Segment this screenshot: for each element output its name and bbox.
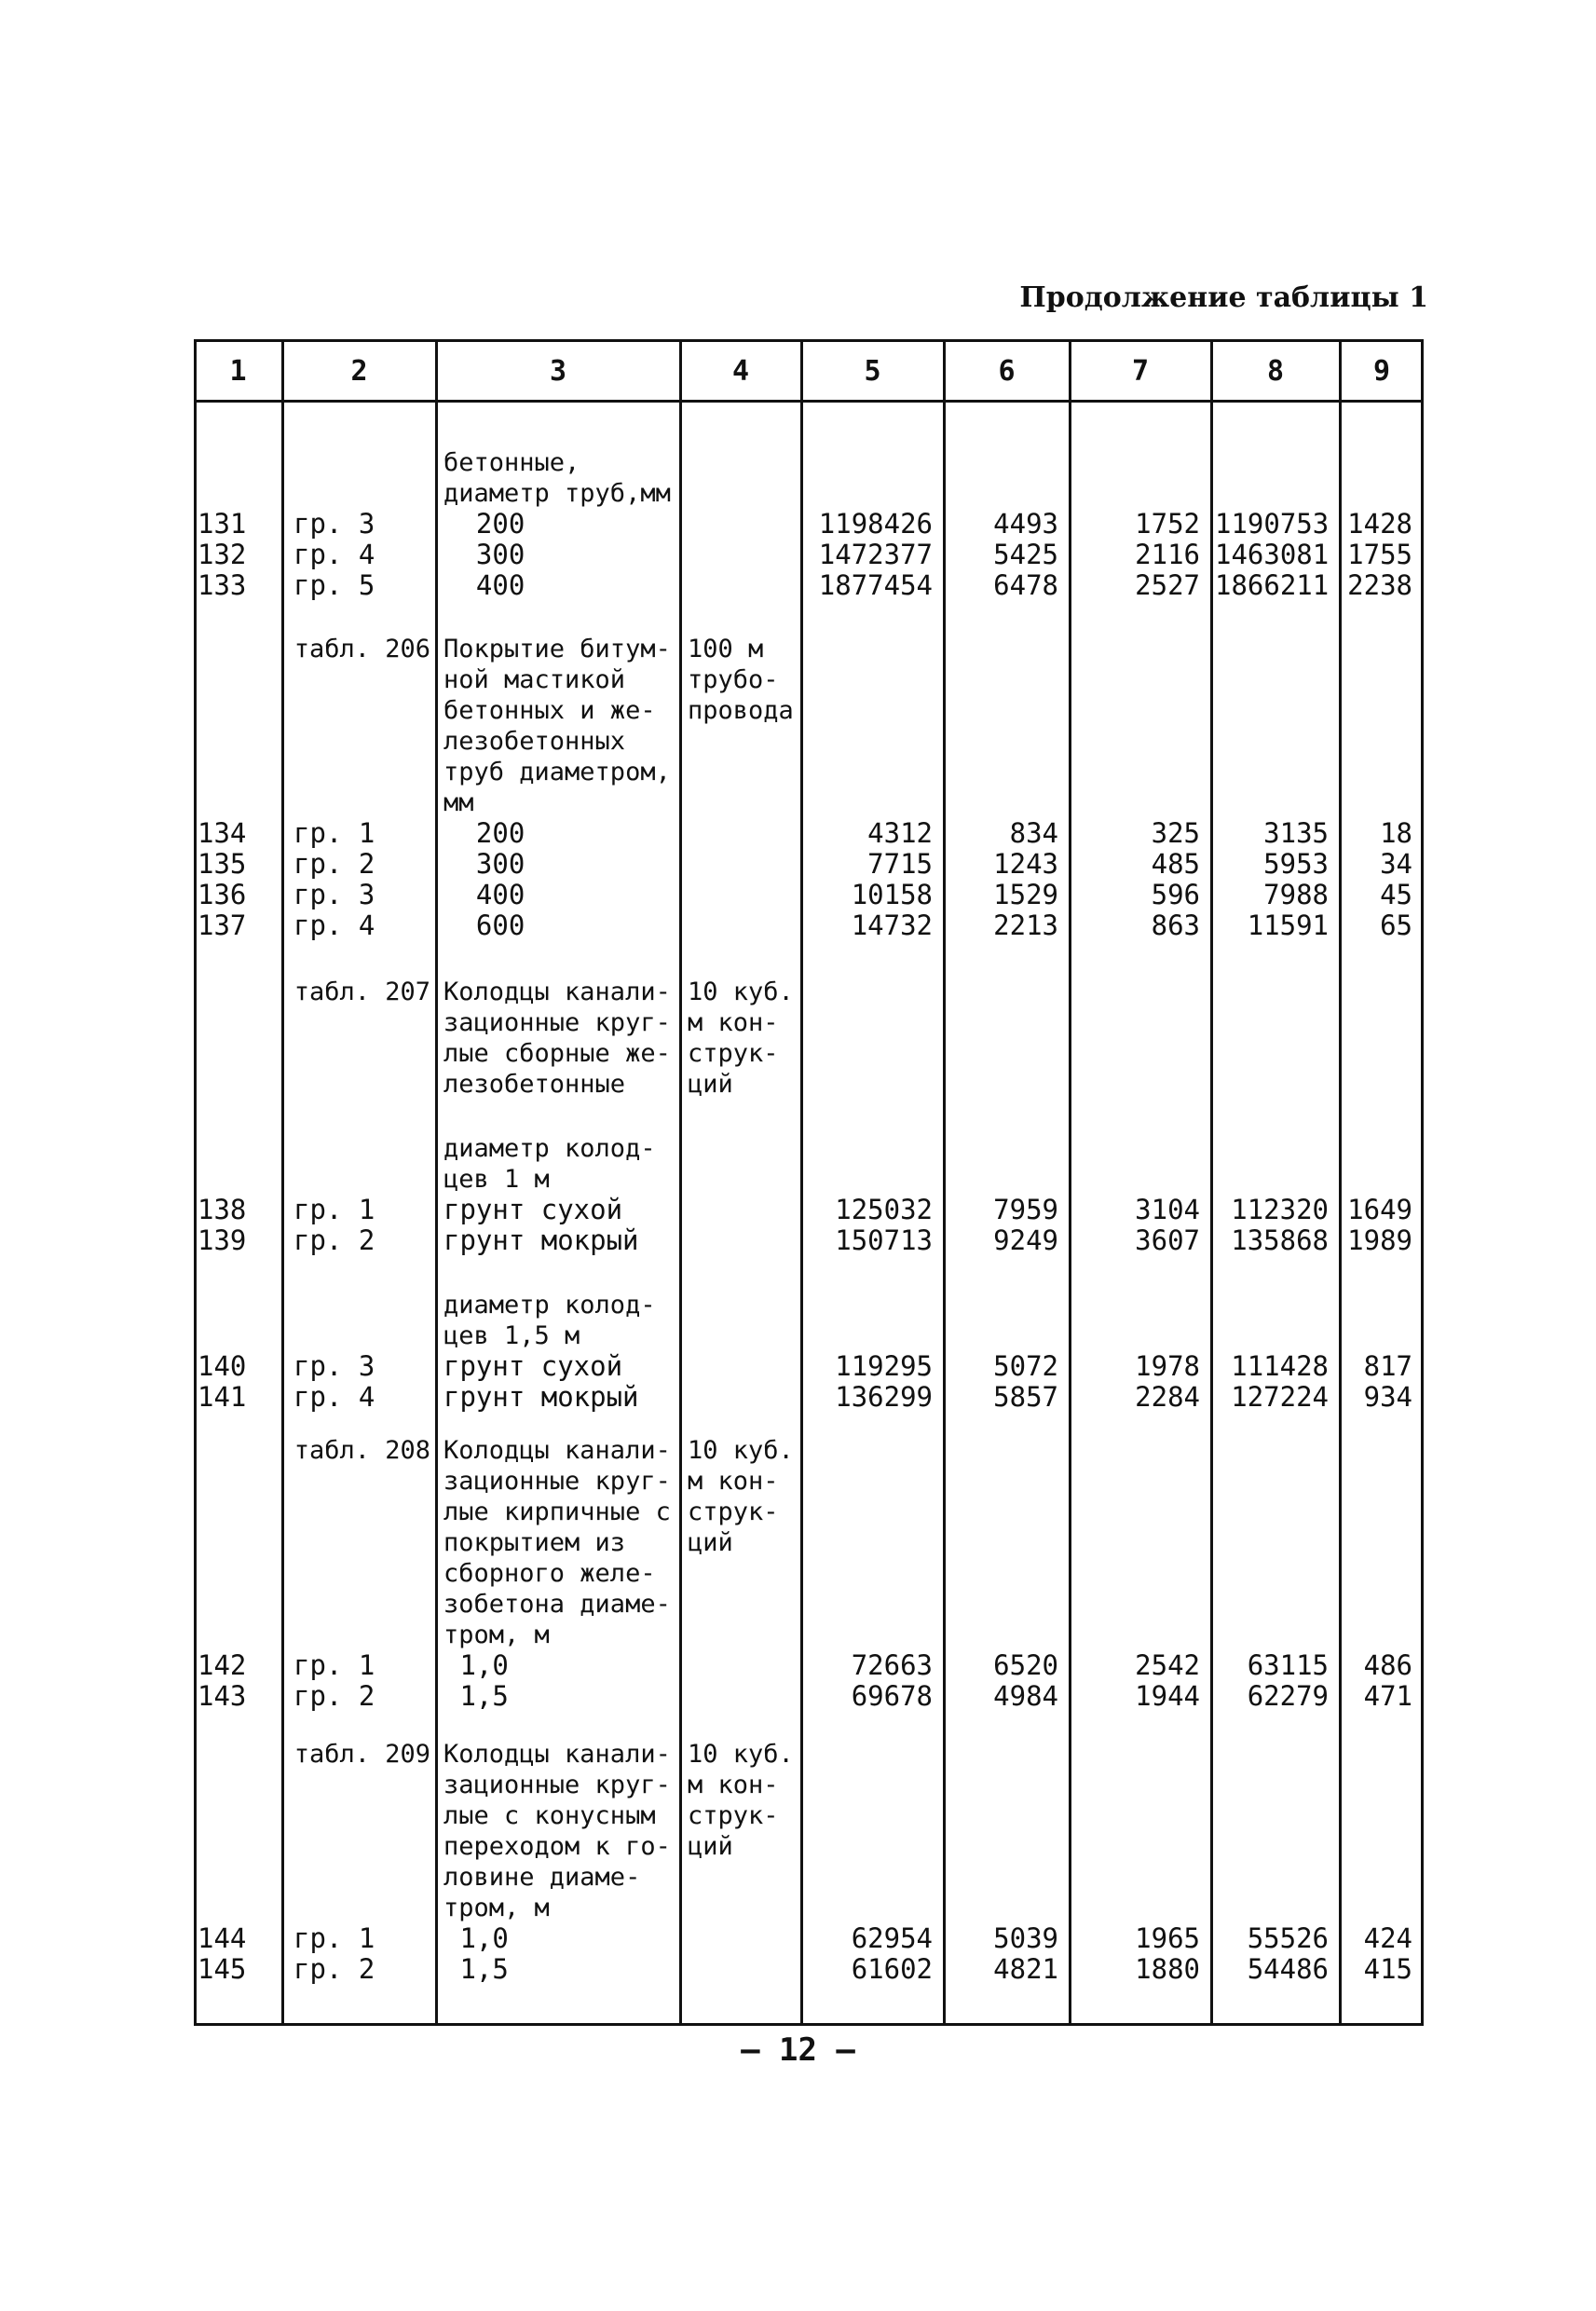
header-cell: 4 [731,354,750,388]
column-divider [1339,339,1342,2026]
unit-line: провода [688,696,794,725]
header-cell: 2 [350,354,368,388]
value-cell-7: 2284 [1135,1381,1200,1413]
description-line: цев 1,5 м [443,1321,580,1350]
row-label: 1,0 [443,1649,509,1681]
row-number: 144 [198,1922,247,1954]
value-cell-6: 5072 [993,1350,1058,1382]
column-divider [281,339,284,2026]
value-cell-8: 3135 [1263,817,1329,849]
value-cell-8: 54486 [1247,1953,1329,1985]
row-label: 600 [443,909,525,941]
value-cell-8: 1463081 [1215,539,1330,570]
column-divider [1210,339,1213,2026]
source-reference: табл. 208 [293,1436,430,1465]
description-line: тром, м [443,1894,550,1922]
value-cell-6: 2213 [993,909,1058,941]
group-label: гр. 3 [293,1350,375,1382]
row-number: 131 [198,508,247,540]
value-cell-6: 834 [1009,817,1058,849]
value-cell-5: 4312 [867,817,933,849]
value-cell-5: 10158 [851,879,933,910]
value-cell-7: 1944 [1135,1680,1200,1712]
value-cell-5: 1877454 [818,569,933,601]
table-caption: Продолжение таблицы 1 [1019,281,1428,314]
value-cell-8: 1866211 [1215,569,1330,601]
row-number: 132 [198,539,247,570]
unit-line: м кон- [688,1771,779,1799]
value-cell-7: 863 [1151,909,1200,941]
value-cell-8: 135868 [1231,1224,1329,1256]
unit-line: м кон- [688,1008,779,1037]
source-reference: табл. 209 [293,1740,430,1769]
group-label: гр. 1 [293,1922,375,1954]
value-cell-7: 1965 [1135,1922,1200,1954]
description-line: переходом к го- [443,1832,671,1861]
row-number: 145 [198,1953,247,1985]
source-reference: табл. 207 [293,978,430,1006]
value-cell-6: 5039 [993,1922,1058,1954]
unit-line: струк- [688,1801,779,1830]
group-label: гр. 1 [293,1649,375,1681]
value-cell-7: 485 [1151,848,1200,880]
group-label: гр. 5 [293,569,375,601]
header-cell: 6 [998,354,1016,388]
value-cell-9: 471 [1363,1680,1412,1712]
description-line: зационные круг- [443,1008,671,1037]
unit-line: ций [688,1528,733,1557]
value-cell-9: 415 [1363,1953,1412,1985]
unit-line: 10 куб. [688,1740,794,1769]
page-number: – 12 – [741,2031,855,2069]
header-cell: 7 [1131,354,1150,388]
description-line: тром, м [443,1620,550,1649]
value-cell-8: 62279 [1247,1680,1329,1712]
row-label: 300 [443,848,525,880]
group-label: гр. 2 [293,1953,375,1985]
value-cell-9: 424 [1363,1922,1412,1954]
value-cell-5: 1198426 [818,508,933,540]
column-divider [435,339,438,2026]
row-label: 1,0 [443,1922,509,1954]
value-cell-7: 2116 [1135,539,1200,570]
value-cell-9: 65 [1380,909,1412,941]
row-number: 133 [198,569,247,601]
value-cell-5: 1472377 [818,539,933,570]
header-cell: 3 [549,354,567,388]
value-cell-6: 6520 [993,1649,1058,1681]
value-cell-5: 62954 [851,1922,933,1954]
value-cell-9: 18 [1380,817,1412,849]
value-cell-6: 5857 [993,1381,1058,1413]
value-cell-7: 1880 [1135,1953,1200,1985]
group-label: гр. 1 [293,1194,375,1225]
row-number: 135 [198,848,247,880]
group-label: гр. 2 [293,1680,375,1712]
value-cell-9: 1649 [1347,1194,1412,1225]
column-divider [800,339,803,2026]
description-line: цев 1 м [443,1165,550,1194]
row-number: 136 [198,879,247,910]
column-divider [943,339,946,2026]
unit-line: струк- [688,1497,779,1526]
value-cell-8: 112320 [1231,1194,1329,1225]
value-cell-6: 4984 [993,1680,1058,1712]
description-line: бетонных и же- [443,696,656,725]
group-label: гр. 4 [293,1381,375,1413]
unit-line: трубо- [688,665,779,694]
group-label: гр. 3 [293,879,375,910]
header-cell: 5 [864,354,881,388]
description-line: лые кирпичные с [443,1497,671,1526]
value-cell-6: 6478 [993,569,1058,601]
row-label: 400 [443,879,525,910]
value-cell-9: 1428 [1347,508,1412,540]
value-cell-8: 1190753 [1215,508,1330,540]
description-line: зобетона диаме- [443,1590,671,1619]
column-divider [1069,339,1071,2026]
row-number: 141 [198,1381,247,1413]
group-label: гр. 3 [293,508,375,540]
value-cell-7: 2542 [1135,1649,1200,1681]
description-line: диаметр труб,мм [443,479,671,508]
value-cell-5: 125032 [835,1194,933,1225]
value-cell-7: 325 [1151,817,1200,849]
row-number: 134 [198,817,247,849]
row-label: 1,5 [443,1680,509,1712]
value-cell-5: 119295 [835,1350,933,1382]
description-line: труб диаметром, [443,758,671,786]
row-label: грунт мокрый [443,1224,639,1256]
group-label: гр. 1 [293,817,375,849]
value-cell-9: 934 [1363,1381,1412,1413]
value-cell-6: 4821 [993,1953,1058,1985]
value-cell-6: 7959 [993,1194,1058,1225]
description-line: ловине диаме- [443,1863,641,1892]
row-label: 400 [443,569,525,601]
group-label: гр. 2 [293,848,375,880]
unit-line: 100 м [688,635,764,663]
description-line: бетонные, [443,448,580,477]
description-line: зационные круг- [443,1467,671,1496]
value-cell-7: 1752 [1135,508,1200,540]
description-line: Колодцы канали- [443,978,671,1006]
value-cell-8: 127224 [1231,1381,1329,1413]
value-cell-9: 817 [1363,1350,1412,1382]
value-cell-5: 14732 [851,909,933,941]
row-label: 300 [443,539,525,570]
value-cell-9: 2238 [1347,569,1412,601]
description-line: зационные круг- [443,1771,671,1799]
value-cell-9: 486 [1363,1649,1412,1681]
description-line: лые сборные же- [443,1039,671,1068]
value-cell-9: 34 [1380,848,1412,880]
group-label: гр. 4 [293,909,375,941]
description-line: диаметр колод- [443,1291,656,1320]
description-line: Колодцы канали- [443,1436,671,1465]
row-number: 139 [198,1224,247,1256]
row-number: 143 [198,1680,247,1712]
value-cell-8: 111428 [1231,1350,1329,1382]
row-label: 1,5 [443,1953,509,1985]
unit-line: струк- [688,1039,779,1068]
row-number: 140 [198,1350,247,1382]
description-line: покрытием из [443,1528,626,1557]
value-cell-5: 61602 [851,1953,933,1985]
value-cell-5: 150713 [835,1224,933,1256]
description-line: Колодцы канали- [443,1740,671,1769]
value-cell-6: 5425 [993,539,1058,570]
row-label: грунт сухой [443,1194,623,1225]
value-cell-7: 1978 [1135,1350,1200,1382]
row-label: грунт мокрый [443,1381,639,1413]
group-label: гр. 2 [293,1224,375,1256]
value-cell-6: 1243 [993,848,1058,880]
unit-line: ций [688,1832,733,1861]
value-cell-7: 3607 [1135,1224,1200,1256]
row-label: грунт сухой [443,1350,623,1382]
value-cell-9: 1755 [1347,539,1412,570]
value-cell-9: 45 [1380,879,1412,910]
row-label: 200 [443,508,525,540]
value-cell-8: 11591 [1247,909,1329,941]
value-cell-8: 7988 [1263,879,1329,910]
value-cell-8: 55526 [1247,1922,1329,1954]
value-cell-6: 1529 [993,879,1058,910]
value-cell-6: 9249 [993,1224,1058,1256]
unit-line: 10 куб. [688,978,794,1006]
header-cell: 8 [1266,354,1285,388]
value-cell-8: 5953 [1263,848,1329,880]
description-line: Покрытие битум- [443,635,671,663]
description-line: мм [443,788,474,817]
description-line: сборного желе- [443,1559,656,1588]
value-cell-7: 2527 [1135,569,1200,601]
description-line: ной мастикой [443,665,626,694]
header-cell: 1 [229,354,247,388]
row-number: 138 [198,1194,247,1225]
value-cell-5: 7715 [867,848,933,880]
description-line: лые с конусным [443,1801,656,1830]
unit-line: 10 куб. [688,1436,794,1465]
unit-line: м кон- [688,1467,779,1496]
value-cell-5: 69678 [851,1680,933,1712]
value-cell-7: 3104 [1135,1194,1200,1225]
row-number: 137 [198,909,247,941]
value-cell-5: 136299 [835,1381,933,1413]
value-cell-6: 4493 [993,508,1058,540]
value-cell-9: 1989 [1347,1224,1412,1256]
group-label: гр. 4 [293,539,375,570]
row-label: 200 [443,817,525,849]
header-cell: 9 [1372,354,1391,388]
description-line: лезобетонные [443,1070,626,1099]
value-cell-8: 63115 [1247,1649,1329,1681]
unit-line: ций [688,1070,733,1099]
value-cell-5: 72663 [851,1649,933,1681]
column-divider [679,339,682,2026]
value-cell-7: 596 [1151,879,1200,910]
description-line: диаметр колод- [443,1134,656,1163]
description-line: лезобетонных [443,727,626,756]
source-reference: табл. 206 [293,635,430,663]
row-number: 142 [198,1649,247,1681]
